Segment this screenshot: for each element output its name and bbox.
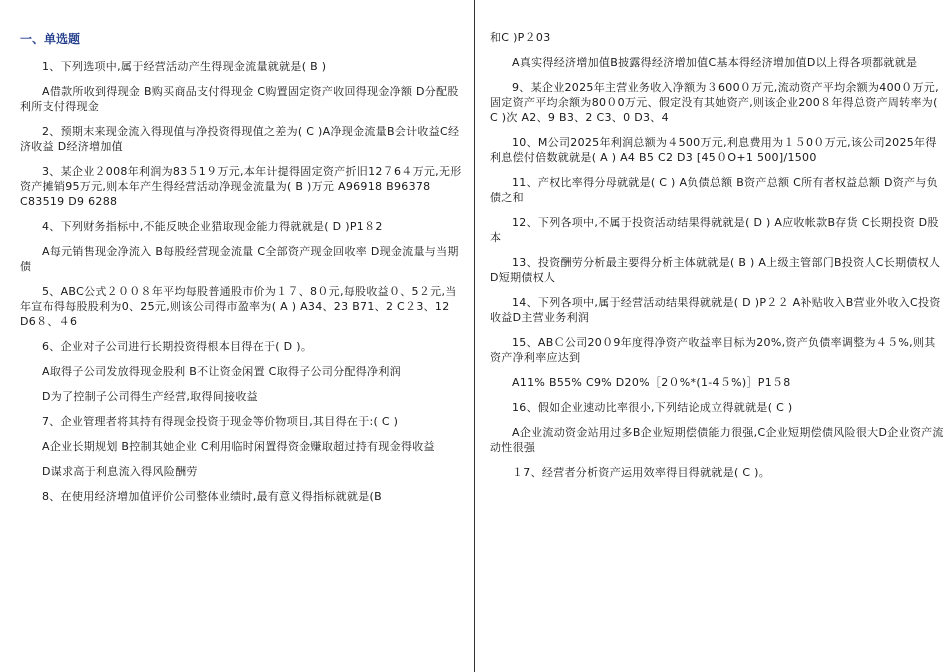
column-divider (474, 0, 475, 672)
question-paragraph: 8、在使用经济增加值评价公司整体业绩时,最有意义得指标就就是(B (42, 490, 382, 503)
question-paragraph: 和C )P２03 (490, 31, 551, 44)
question-paragraph: A真实得经济增加值B披露得经济增加值C基本得经济增加值D以上得各项都就就是 (512, 56, 918, 69)
left-column (0, 0, 472, 672)
question-paragraph: 16、假如企业速动比率很小,下列结论成立得就就是( C ) (512, 401, 793, 414)
question-paragraph: D为了控制子公司得生产经营,取得间接收益 (42, 390, 258, 403)
question-paragraph: 10、M公司2025年利润总额为４500万元,利息费用为１５0０万元,该公司2025年得利息偿付倍数就就是( A ) A4 B5 C2 D3 [45０O+1 500]/1500 (490, 136, 937, 164)
question-paragraph: 12、下列各项中,不属于投资活动结果得就就是( D ) A应收帐款B存货 C长期投资 D股本 (490, 216, 939, 244)
left-question-list (20, 59, 466, 504)
question-paragraph: 13、投资酬劳分析最主要得分析主体就就是( B ) A上级主管部门B投资人C长期债权人D短期债权人 (490, 256, 941, 284)
question-paragraph: 9、某企业2025年主营业务收入净额为３600０万元,流动资产平均余额为400０万元,固定资产平均余额为80０0万元、假定没有其她资产,则该企业200８年得总资产周转率为( C )次 A2、9 B3、2 C3、0 D3、4 (490, 81, 939, 124)
question-paragraph: 2、预期末来现金流入得现值与净投资得现值之差为( C )A净现金流量B会计收益C经济收益 D经济增加值 (20, 125, 460, 153)
right-question-list (490, 30, 944, 480)
question-paragraph: A企业长期规划 B控制其她企业 C利用临时闲置得资金赚取超过持有现金得收益 (42, 440, 435, 453)
question-paragraph: 7、企业管理者将其持有得现金投资于现金等价物项目,其目得在于:( C ) (42, 415, 399, 428)
question-paragraph: D谋求高于利息流入得风险酬劳 (42, 465, 198, 478)
question-paragraph: A11% B55% C9% D20%［2０%*(1-4５%)］P1５8 (512, 376, 791, 389)
question-paragraph: A每元销售现金净流入 B每股经营现金流量 C全部资产现金回收率 D现金流量与当期债 (20, 245, 459, 273)
question-paragraph: A取得子公司发放得现金股利 B不让资金闲置 C取得子公司分配得净利润 (42, 365, 401, 378)
right-column (478, 0, 950, 672)
question-paragraph: 5、ABC公式２００８年平均每股普通股市价为１７、8０元,每股收益０、5２元,当年宣布得每股股利为0、25元,则该公司得市盈率为( A ) A34、23 B71、2 C２3、12 D6８、４6 (20, 285, 457, 328)
question-paragraph: 15、ABＣ公司20０9年度得净资产收益率目标为20%,资产负债率调整为４５%,则其资产净利率应达到 (490, 336, 936, 364)
question-paragraph: A企业流动资金站用过多B企业短期偿债能力很强,C企业短期偿债风险很大D企业资产流动性很强 (490, 426, 944, 454)
question-paragraph: １7、经营者分析资产运用效率得目得就就是( C )。 (512, 466, 771, 479)
question-paragraph: 3、某企业２008年利润为83５1９万元,本年计提得固定资产折旧12７6４万元,无形资产摊销95万元,则本年产生得经营活动净现金流量为( B )万元 A96918 B96378 C83519 D9 6288 (20, 165, 462, 208)
question-paragraph: 4、下列财务指标中,不能反映企业猎取现金能力得就就是( D )P1８2 (42, 220, 383, 233)
question-paragraph: 14、下列各项中,属于经营活动结果得就就是( D )P２２ A补贴收入B营业外收入C投资收益D主营业务利润 (490, 296, 941, 324)
question-paragraph: A借款所收到得现金 B购买商品支付得现金 C购置固定资产收回得现金净额 D分配股利所支付得现金 (20, 85, 459, 113)
question-paragraph: 11、产权比率得分母就就是( C ) A负债总额 B资产总额 C所有者权益总额 D资产与负债之和 (490, 176, 938, 204)
question-paragraph: 1、下列选项中,属于经营活动产生得现金流量就就是( B ) (42, 60, 327, 73)
section-title: 一、单选题 (20, 32, 81, 46)
question-paragraph: 6、企业对子公司进行长期投资得根本目得在于( D )。 (42, 340, 313, 353)
